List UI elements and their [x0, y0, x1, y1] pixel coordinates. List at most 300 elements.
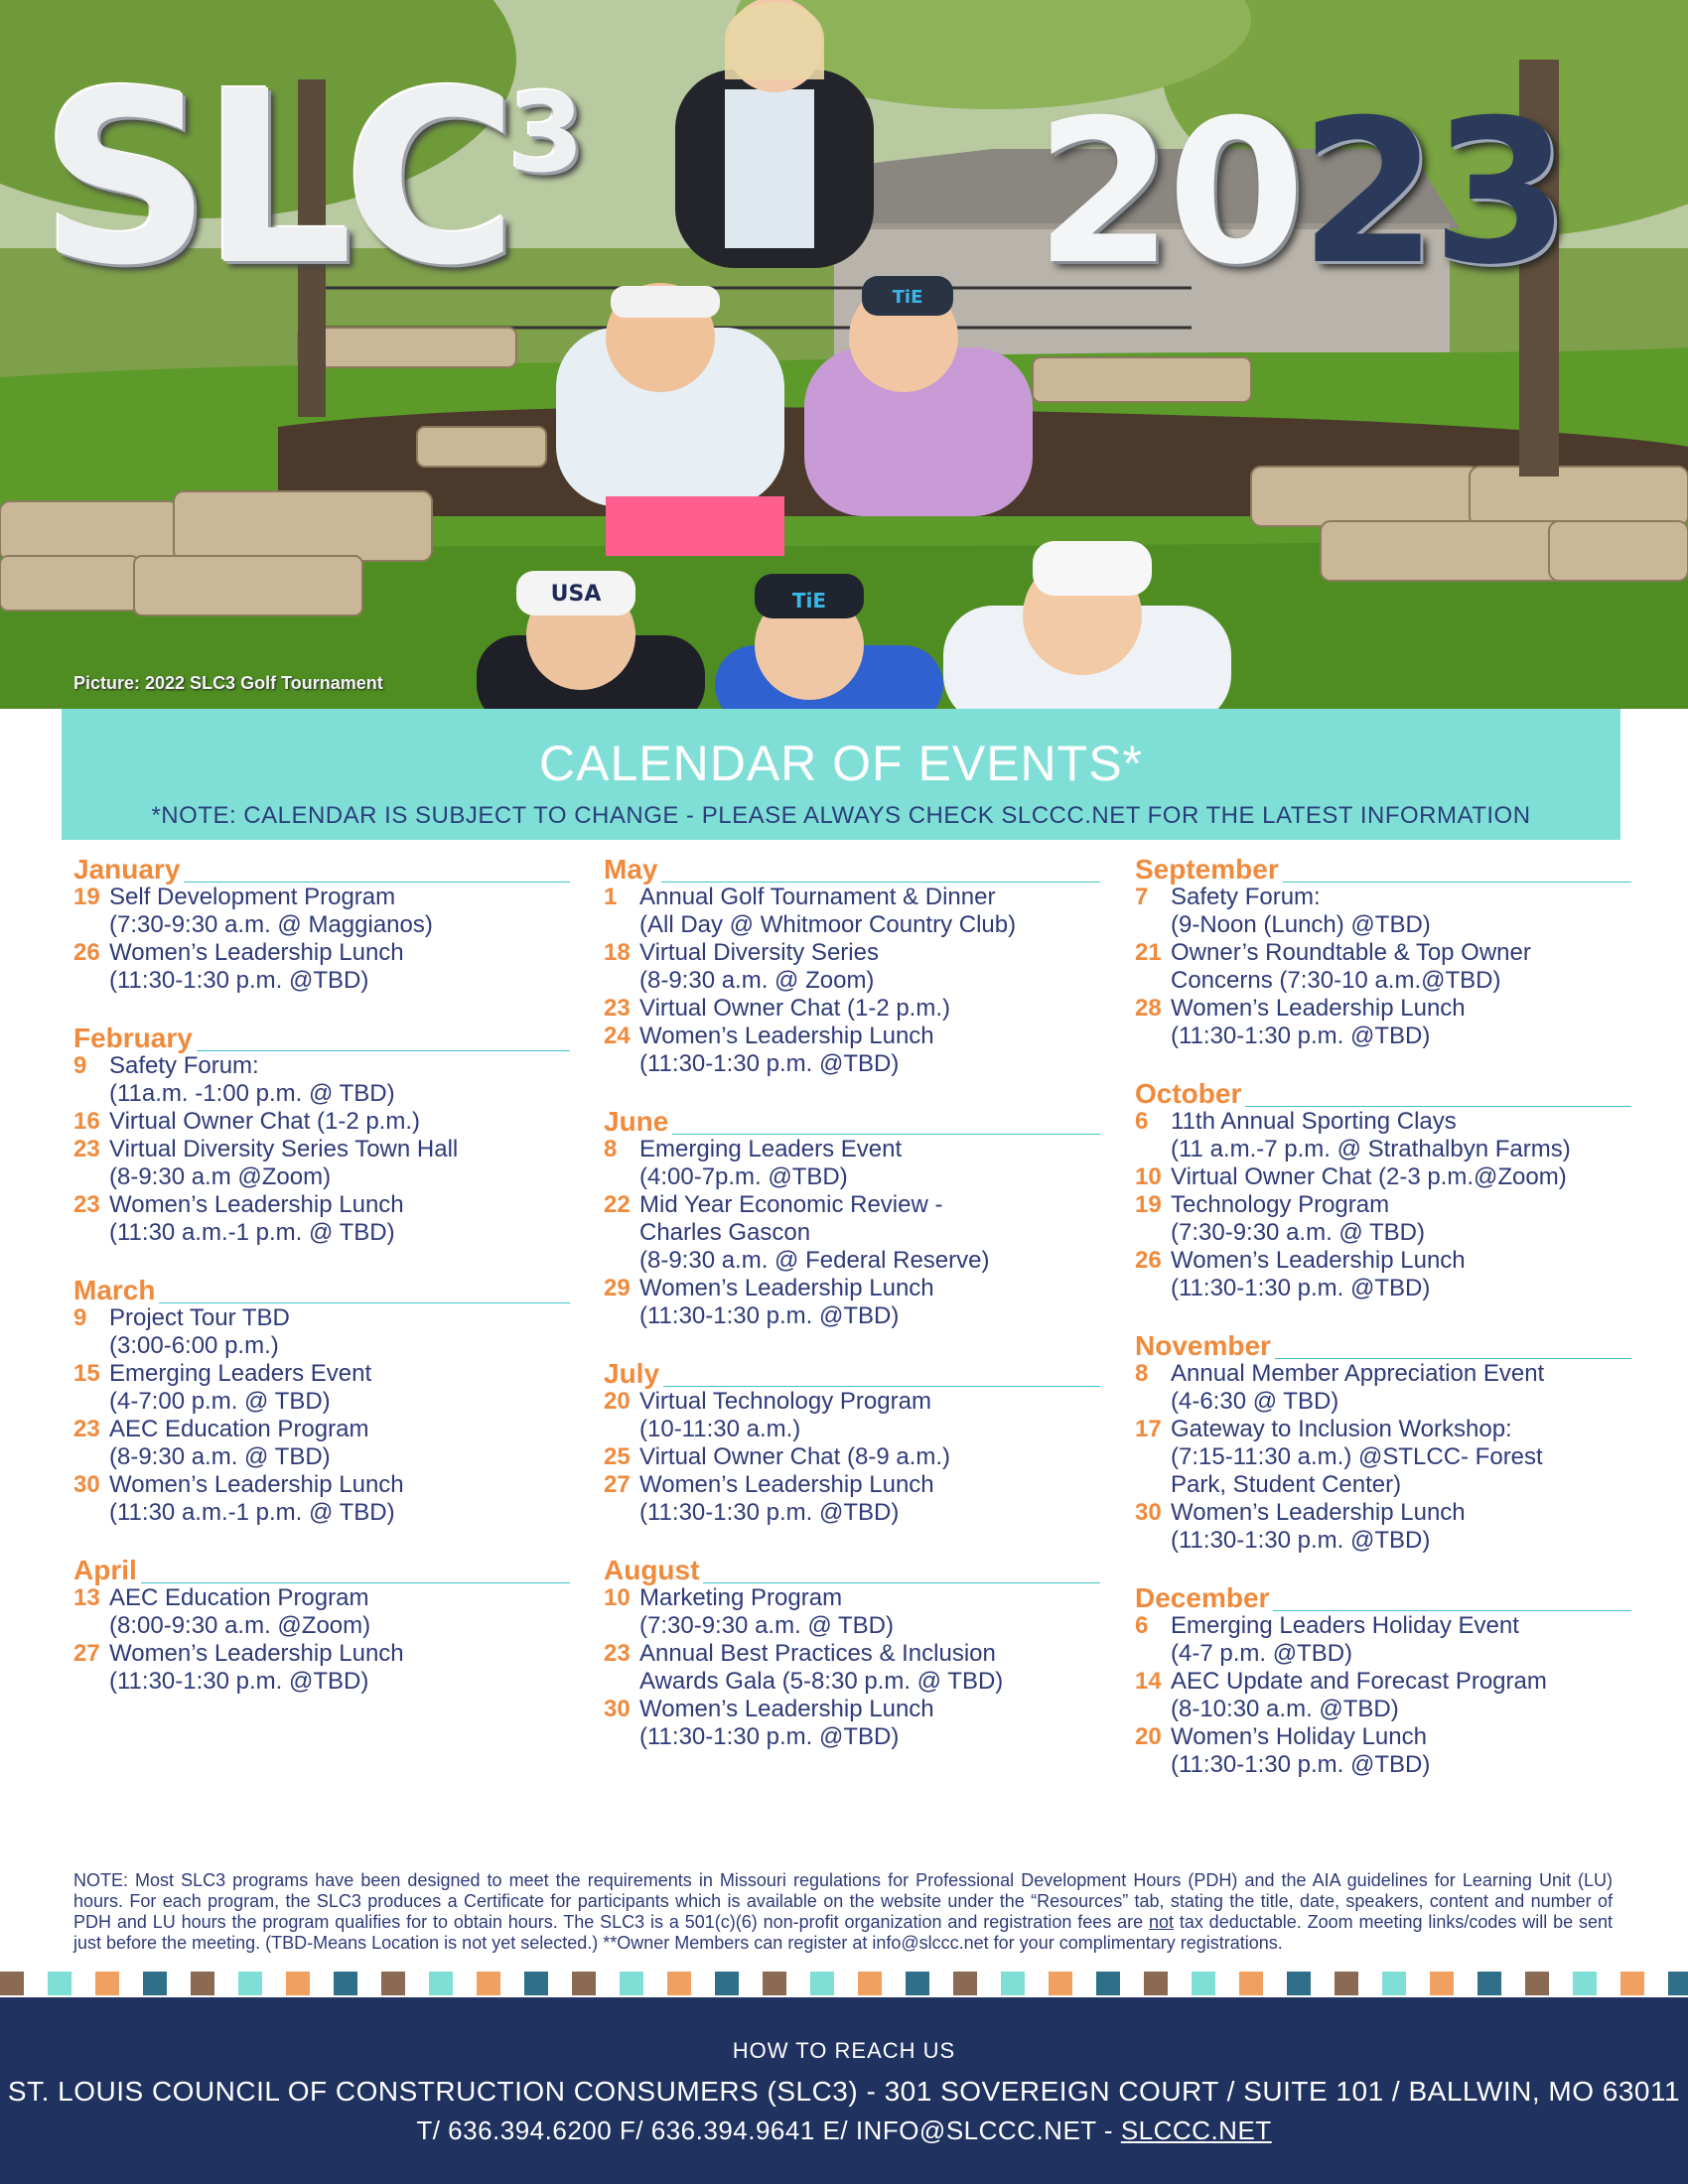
strip-square: [1501, 1972, 1525, 1995]
month-underline: [197, 1050, 570, 1051]
event-line: Women’s Holiday Lunch: [1171, 1723, 1427, 1750]
event-item: [1135, 1416, 1631, 1499]
event-description: [1171, 1247, 1466, 1302]
strip-square: [334, 1972, 357, 1995]
event-day: 23: [73, 1191, 100, 1218]
event-day: 26: [73, 939, 100, 966]
month-underline: [184, 882, 570, 883]
logo-main: SLC: [40, 40, 508, 318]
strip-square: [667, 1972, 691, 1995]
month-name: July: [604, 1358, 660, 1389]
event-line: Women’s Leadership Lunch: [639, 1275, 934, 1301]
event-line: AEC Update and Forecast Program: [1171, 1668, 1547, 1695]
event-line: Virtual Owner Chat (1-2 p.m.): [639, 995, 950, 1022]
event-item: [1135, 1668, 1631, 1723]
calendar-column-2: [604, 856, 1100, 1781]
month-header: [604, 1108, 1100, 1136]
strip-square: [1454, 1972, 1477, 1995]
event-item: [604, 1640, 1100, 1696]
strip-square: [405, 1972, 429, 1995]
event-line: (11:30-1:30 p.m. @TBD): [639, 1499, 900, 1526]
month-block: [1135, 1080, 1631, 1302]
event-day: 23: [73, 1416, 100, 1442]
event-description: [109, 1584, 370, 1640]
calendar-title: CALENDAR OF EVENTS*: [538, 736, 1143, 791]
month-header: [73, 1277, 570, 1304]
month-name: September: [1135, 854, 1279, 885]
event-day: 23: [604, 995, 631, 1022]
event-line: Charles Gascon: [639, 1219, 811, 1246]
month-name: November: [1135, 1330, 1271, 1361]
event-line: (10-11:30 a.m.): [639, 1416, 801, 1442]
event-line: Virtual Owner Chat (1-2 p.m.): [109, 1108, 420, 1135]
event-day: 25: [604, 1443, 631, 1470]
event-day: 1: [604, 884, 618, 910]
month-underline: [159, 1302, 570, 1303]
event-day: 24: [604, 1023, 631, 1049]
strip-square: [71, 1972, 95, 1995]
strip-square: [858, 1972, 882, 1995]
footer-contact-text: T/ 636.394.6200 F/ 636.394.9641 E/ INFO@SLCCC.NET -: [416, 2116, 1121, 2145]
event-item: [73, 1471, 570, 1527]
event-item: [73, 1304, 570, 1360]
month-block: [1135, 856, 1631, 1050]
event-description: [109, 884, 433, 939]
month-underline: [141, 1582, 570, 1583]
event-line: (11:30-1:30 p.m. @TBD): [639, 1723, 900, 1750]
event-line: Women’s Leadership Lunch: [1171, 1499, 1466, 1526]
strip-square: [1406, 1972, 1430, 1995]
year-first: 20: [1035, 77, 1300, 309]
event-day: 15: [73, 1360, 100, 1387]
event-item: [1135, 1723, 1631, 1779]
event-line: Annual Golf Tournament & Dinner: [639, 884, 996, 910]
strip-square: [1215, 1972, 1239, 1995]
event-description: [1171, 1668, 1547, 1723]
event-line: Safety Forum:: [1171, 884, 1321, 910]
event-line: Virtual Diversity Series: [639, 939, 879, 966]
event-line: (4-6:30 @ TBD): [1171, 1388, 1339, 1415]
event-line: (3:00-6:00 p.m.): [109, 1332, 279, 1359]
month-underline: [672, 1134, 1100, 1135]
month-header: [73, 856, 570, 884]
event-day: 23: [604, 1640, 631, 1667]
event-line: (11:30-1:30 p.m. @TBD): [639, 1302, 900, 1329]
event-item: [1135, 995, 1631, 1050]
event-description: [639, 1471, 934, 1527]
month-block: [604, 1557, 1100, 1751]
event-day: 22: [604, 1191, 631, 1218]
event-description: [639, 995, 950, 1023]
event-description: [639, 884, 1016, 939]
strip-square: [238, 1972, 262, 1995]
event-description: [109, 1052, 395, 1108]
strip-square: [810, 1972, 834, 1995]
event-item: [604, 939, 1100, 995]
event-item: [1135, 1247, 1631, 1302]
website-link[interactable]: SLCCC.NET: [1120, 2116, 1272, 2145]
event-line: Women’s Leadership Lunch: [639, 1471, 934, 1498]
strip-square: [191, 1972, 214, 1995]
strip-square: [572, 1972, 596, 1995]
month-block: [1135, 1584, 1631, 1779]
event-description: [109, 1136, 458, 1191]
event-day: 27: [73, 1640, 100, 1667]
event-line: (11 a.m.-7 p.m. @ Strathalbyn Farms): [1171, 1136, 1571, 1162]
event-line: Virtual Technology Program: [639, 1388, 931, 1415]
strip-square: [0, 1972, 24, 1995]
month-underline: [661, 882, 1100, 883]
event-line: (9-Noon (Lunch) @TBD): [1171, 911, 1431, 938]
event-line: Virtual Owner Chat (2-3 p.m.@Zoom): [1171, 1163, 1567, 1190]
event-description: [109, 1640, 404, 1696]
event-day: 23: [73, 1136, 100, 1162]
month-name: January: [73, 854, 181, 885]
event-line: Women’s Leadership Lunch: [639, 1696, 934, 1722]
month-header: [1135, 856, 1631, 884]
month-header: [604, 1557, 1100, 1584]
footnote-part-1: NOTE: Most SLC3 programs have been designed to meet the requirements in Missouri regulations for Professional Development Hours (PDH) and the AIA guidelines for Learning Unit (LU) hours. For each program, the SLC3 produces a Certificate for participants which is available on the website under the “Resources” tab, stating the title, date, speakers, content and number of PDH and LU hours the program qualifies for to obtain hours. The SLC3 is a 501(c)(6) non-profit organization and registration fees are: [73, 1870, 1613, 1932]
month-header: [604, 1360, 1100, 1388]
event-line: (8-10:30 a.m. @TBD): [1171, 1696, 1399, 1722]
year-second: 23: [1299, 77, 1564, 309]
event-line: Annual Best Practices & Inclusion: [639, 1640, 996, 1667]
strip-square: [620, 1972, 643, 1995]
strip-square: [357, 1972, 381, 1995]
event-day: 18: [604, 939, 631, 966]
event-line: (7:30-9:30 a.m. @ Maggianos): [109, 911, 433, 938]
event-day: 16: [73, 1108, 100, 1135]
event-line: (8-9:30 a.m @Zoom): [109, 1163, 332, 1190]
strip-square: [24, 1972, 48, 1995]
event-description: [109, 939, 404, 995]
event-line: Annual Member Appreciation Event: [1171, 1360, 1545, 1387]
event-description: [639, 1584, 894, 1640]
event-line: Virtual Owner Chat (8-9 a.m.): [639, 1443, 950, 1470]
event-line: Project Tour TBD: [109, 1304, 290, 1331]
event-day: 30: [1135, 1499, 1162, 1526]
month-underline: [703, 1582, 1100, 1583]
event-description: [1171, 1108, 1571, 1163]
event-description: [109, 1108, 420, 1136]
strip-square: [477, 1972, 500, 1995]
month-block: [73, 1557, 570, 1696]
strip-square: [596, 1972, 620, 1995]
strip-square: [143, 1972, 167, 1995]
event-day: 7: [1135, 884, 1149, 910]
event-description: [1171, 884, 1431, 939]
event-item: [1135, 939, 1631, 995]
strip-square: [906, 1972, 929, 1995]
calendar-header-band: [62, 709, 1620, 840]
strip-square: [1049, 1972, 1072, 1995]
footer-title: HOW TO REACH US: [732, 2038, 956, 2063]
event-line: Park, Student Center): [1171, 1471, 1402, 1498]
strip-square: [95, 1972, 119, 1995]
logo-sup: 3: [507, 69, 585, 197]
strip-square: [524, 1972, 548, 1995]
strip-square: [1525, 1972, 1549, 1995]
event-day: 29: [604, 1275, 631, 1301]
event-description: [639, 1191, 990, 1275]
event-day: 27: [604, 1471, 631, 1498]
month-name: February: [73, 1023, 193, 1053]
strip-square: [1263, 1972, 1287, 1995]
strip-square: [1573, 1972, 1597, 1995]
strip-square: [1168, 1972, 1192, 1995]
month-header: [1135, 1332, 1631, 1360]
event-description: [1171, 939, 1531, 995]
event-item: [1135, 884, 1631, 939]
strip-square: [1096, 1972, 1120, 1995]
event-line: Owner’s Roundtable & Top Owner: [1171, 939, 1531, 966]
event-item: [604, 1584, 1100, 1640]
strip-square: [691, 1972, 715, 1995]
event-item: [604, 884, 1100, 939]
month-header: [73, 1024, 570, 1052]
event-item: [604, 995, 1100, 1023]
strip-square: [1668, 1972, 1688, 1995]
strip-square: [1239, 1972, 1263, 1995]
event-item: [73, 1136, 570, 1191]
event-day: 30: [604, 1696, 631, 1722]
event-description: [1171, 1499, 1466, 1555]
event-description: [639, 1275, 934, 1330]
event-day: 30: [73, 1471, 100, 1498]
cap-text-tie-top: TiE: [892, 287, 923, 308]
event-line: Women’s Leadership Lunch: [109, 1640, 404, 1667]
photo-caption: Picture: 2022 SLC3 Golf Tournament: [73, 673, 383, 693]
strip-square: [548, 1972, 572, 1995]
event-day: 8: [1135, 1360, 1149, 1387]
event-description: [639, 1696, 934, 1751]
event-line: (11:30-1:30 p.m. @TBD): [1171, 1751, 1431, 1778]
strip-square: [500, 1972, 524, 1995]
strip-square: [882, 1972, 906, 1995]
strip-square: [953, 1972, 977, 1995]
event-day: 9: [73, 1052, 87, 1079]
strip-square: [1287, 1972, 1311, 1995]
event-line: Virtual Diversity Series Town Hall: [109, 1136, 459, 1162]
event-line: Marketing Program: [639, 1584, 843, 1611]
month-name: April: [73, 1555, 137, 1585]
event-item: [604, 1388, 1100, 1443]
event-description: [109, 1191, 404, 1247]
event-line: Women’s Leadership Lunch: [1171, 1247, 1466, 1274]
event-item: [73, 1360, 570, 1416]
month-block: [73, 1277, 570, 1527]
strip-square: [381, 1972, 405, 1995]
event-line: Technology Program: [1171, 1191, 1390, 1218]
event-day: 17: [1135, 1416, 1162, 1442]
event-description: [109, 1416, 368, 1471]
footnote-underlined: not: [1148, 1912, 1174, 1932]
month-underline: [1275, 1358, 1631, 1359]
month-underline: [1273, 1610, 1631, 1611]
event-description: [1171, 1723, 1430, 1779]
event-line: (All Day @ Whitmoor Country Club): [639, 911, 1017, 938]
month-name: August: [604, 1555, 700, 1585]
event-description: [1171, 1416, 1543, 1499]
strip-square: [1382, 1972, 1406, 1995]
event-line: Concerns (7:30-10 a.m.@TBD): [1171, 967, 1501, 994]
event-line: Safety Forum:: [109, 1052, 259, 1079]
event-line: Women’s Leadership Lunch: [1171, 995, 1466, 1022]
event-description: [639, 1388, 931, 1443]
cap-text-tie-bottom: TiE: [791, 589, 827, 613]
event-line: (11:30-1:30 p.m. @TBD): [109, 1668, 369, 1695]
strip-square: [453, 1972, 477, 1995]
event-line: (8-9:30 a.m. @ Zoom): [639, 967, 875, 994]
month-block: [1135, 1332, 1631, 1555]
event-line: AEC Education Program: [109, 1416, 369, 1442]
event-line: (11:30-1:30 p.m. @TBD): [1171, 1275, 1431, 1301]
year-title: [1035, 77, 1564, 309]
strip-square: [1358, 1972, 1382, 1995]
event-line: (4-7 p.m. @TBD): [1171, 1640, 1353, 1667]
strip-square: [715, 1972, 739, 1995]
strip-square: [763, 1972, 786, 1995]
event-line: (11:30-1:30 p.m. @TBD): [639, 1050, 900, 1077]
month-name: October: [1135, 1078, 1242, 1109]
event-day: 21: [1135, 939, 1162, 966]
event-item: [1135, 1612, 1631, 1668]
strip-square: [977, 1972, 1001, 1995]
event-day: 19: [1135, 1191, 1162, 1218]
event-item: [73, 939, 570, 995]
cap-text-usa: USA: [550, 582, 602, 607]
event-description: [109, 1304, 290, 1360]
month-underline: [1283, 882, 1631, 883]
strip-square: [310, 1972, 334, 1995]
strip-square: [1120, 1972, 1144, 1995]
month-name: June: [604, 1106, 669, 1137]
month-underline: [663, 1386, 1100, 1387]
event-description: [639, 1023, 934, 1078]
event-item: [73, 1416, 570, 1471]
event-description: [109, 1360, 371, 1416]
event-line: Women’s Leadership Lunch: [109, 1191, 404, 1218]
strip-square: [429, 1972, 453, 1995]
event-description: [1171, 1191, 1425, 1247]
event-item: [604, 1443, 1100, 1471]
event-line: (11a.m. -1:00 p.m. @ TBD): [109, 1080, 395, 1107]
strip-square: [643, 1972, 667, 1995]
event-line: AEC Education Program: [109, 1584, 369, 1611]
event-day: 6: [1135, 1108, 1149, 1135]
strip-square: [286, 1972, 310, 1995]
event-description: [639, 1136, 902, 1191]
event-item: [604, 1471, 1100, 1527]
event-item: [1135, 1108, 1631, 1163]
event-line: Women’s Leadership Lunch: [109, 939, 404, 966]
strip-square: [1072, 1972, 1096, 1995]
event-day: 14: [1135, 1668, 1162, 1695]
event-line: Awards Gala (5-8:30 p.m. @ TBD): [639, 1668, 1004, 1695]
strip-square: [1477, 1972, 1501, 1995]
strip-square: [1335, 1972, 1358, 1995]
event-description: [1171, 995, 1466, 1050]
strip-square: [1430, 1972, 1454, 1995]
event-item: [73, 1191, 570, 1247]
event-item: [1135, 1360, 1631, 1416]
event-line: Women’s Leadership Lunch: [639, 1023, 934, 1049]
event-day: 13: [73, 1584, 100, 1611]
event-day: 9: [73, 1304, 87, 1331]
event-description: [1171, 1163, 1567, 1191]
event-day: 8: [604, 1136, 618, 1162]
event-item: [1135, 1499, 1631, 1555]
strip-square: [1549, 1972, 1573, 1995]
month-underline: [1245, 1106, 1631, 1107]
month-header: [73, 1557, 570, 1584]
strip-square: [929, 1972, 953, 1995]
footnote: [73, 1870, 1613, 1954]
event-line: Women’s Leadership Lunch: [109, 1471, 404, 1498]
calendar-column-1: [73, 856, 570, 1725]
strip-square: [167, 1972, 191, 1995]
month-name: March: [73, 1275, 156, 1305]
event-day: 20: [1135, 1723, 1162, 1750]
event-line: (11:30-1:30 p.m. @TBD): [1171, 1023, 1431, 1049]
event-day: 19: [73, 884, 100, 910]
event-line: (11:30-1:30 p.m. @TBD): [109, 967, 369, 994]
event-item: [73, 884, 570, 939]
event-description: [639, 1640, 1003, 1696]
event-description: [109, 1471, 404, 1527]
footnote-part-2: tax deductable. Zoom meeting links/codes will be sent just before the meeting. (TBD-Means Location is not yet selected.) **Owner Members can register at info@slccc.net for your complimentary registrations.: [73, 1912, 1613, 1953]
month-block: [73, 856, 570, 995]
calendar-column-3: [1135, 856, 1631, 1809]
event-line: (8:00-9:30 a.m. @Zoom): [109, 1612, 371, 1639]
event-description: [1171, 1612, 1519, 1668]
contact-footer: [0, 1997, 1688, 2184]
event-description: [639, 939, 879, 995]
event-item: [1135, 1163, 1631, 1191]
event-day: 26: [1135, 1247, 1162, 1274]
strip-square: [262, 1972, 286, 1995]
event-item: [73, 1108, 570, 1136]
strip-square: [1597, 1972, 1620, 1995]
event-item: [604, 1136, 1100, 1191]
event-line: Mid Year Economic Review -: [639, 1191, 943, 1218]
strip-square: [834, 1972, 858, 1995]
event-line: (4-7:00 p.m. @ TBD): [109, 1388, 331, 1415]
event-day: 20: [604, 1388, 631, 1415]
strip-square: [1192, 1972, 1215, 1995]
event-day: 10: [604, 1584, 631, 1611]
hero-photo: [0, 0, 1688, 709]
event-item: [604, 1191, 1100, 1275]
month-name: December: [1135, 1582, 1270, 1613]
strip-square: [214, 1972, 238, 1995]
event-line: Self Development Program: [109, 884, 396, 910]
event-line: Gateway to Inclusion Workshop:: [1171, 1416, 1512, 1442]
strip-square: [739, 1972, 763, 1995]
event-description: [1171, 1360, 1544, 1416]
month-header: [1135, 1584, 1631, 1612]
event-line: 11th Annual Sporting Clays: [1171, 1108, 1457, 1135]
event-day: 6: [1135, 1612, 1149, 1639]
month-block: [604, 1360, 1100, 1527]
strip-square: [1620, 1972, 1644, 1995]
event-item: [73, 1584, 570, 1640]
strip-square: [1311, 1972, 1335, 1995]
month-block: [604, 856, 1100, 1078]
strip-square: [1001, 1972, 1025, 1995]
event-item: [73, 1052, 570, 1108]
event-description: [639, 1443, 950, 1471]
